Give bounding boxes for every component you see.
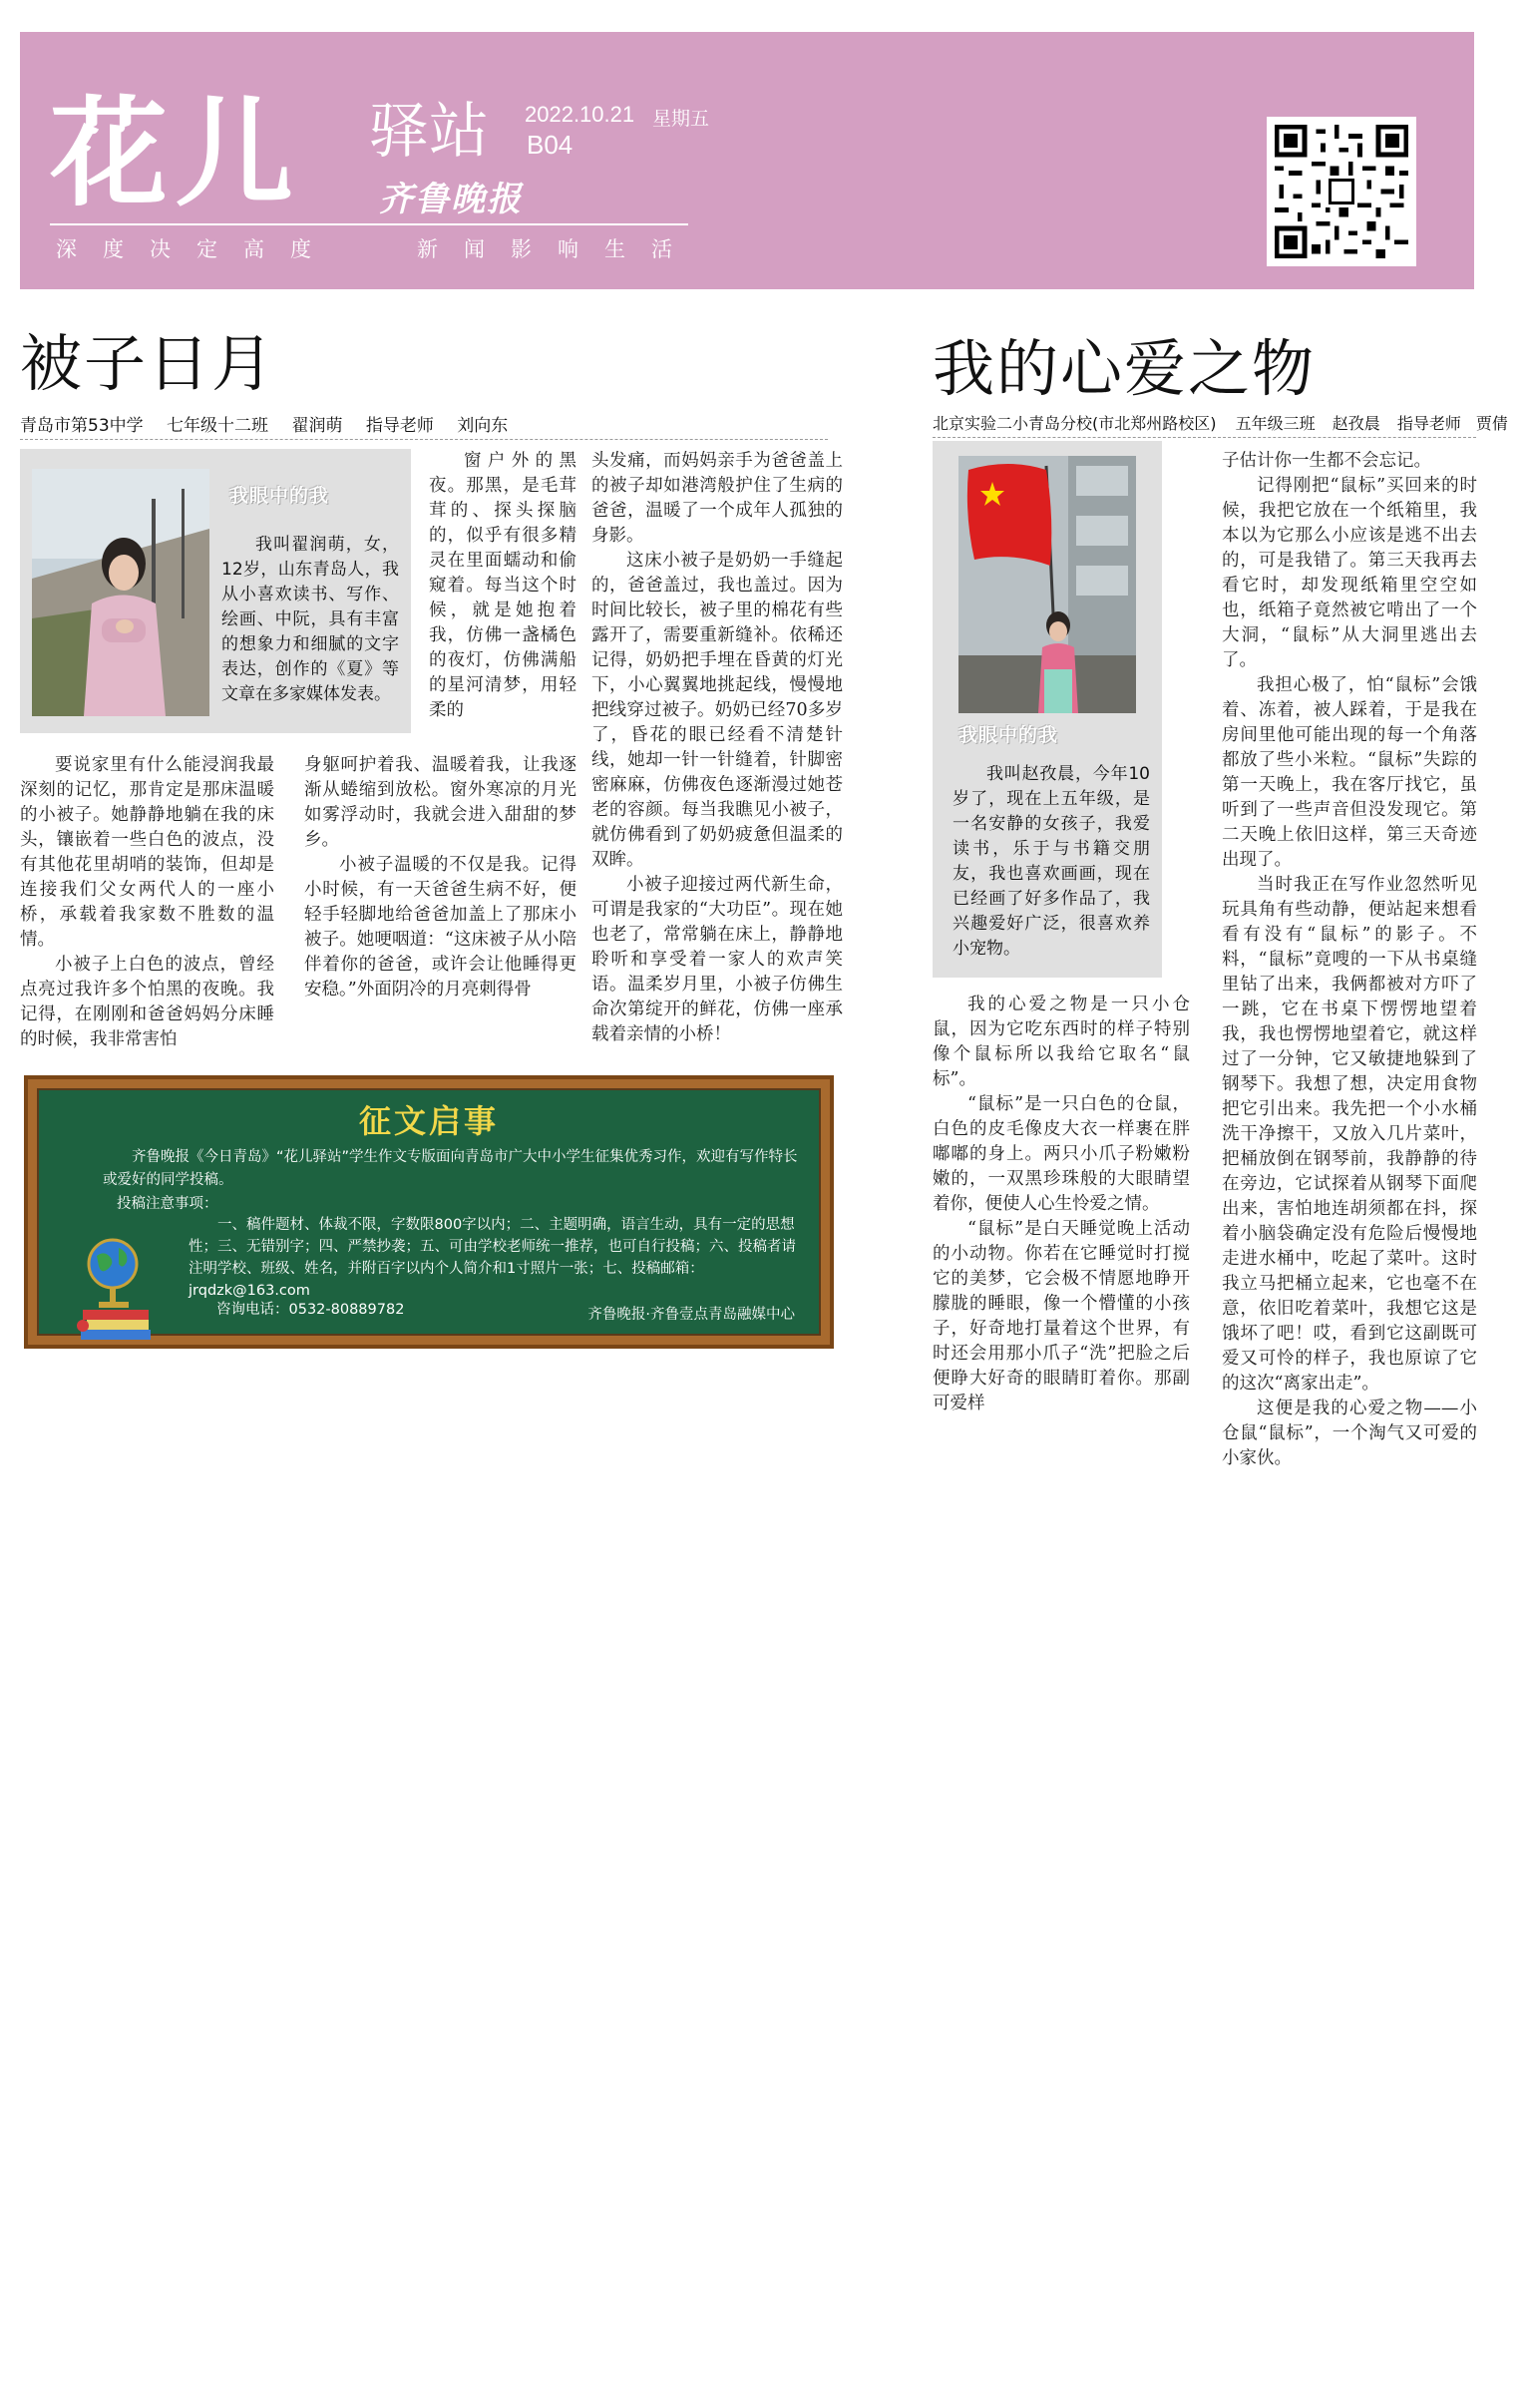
chalkboard xyxy=(37,1088,821,1336)
notice-contact-phone: 咨询电话：0532-80889782 xyxy=(216,1302,405,1318)
article1-col2-bottom xyxy=(304,753,576,1003)
article1-col1 xyxy=(20,753,274,1052)
notice-rules: 一、稿件题材、体裁不限，字数限800字以内；二、主题明确，语言生动，具有一定的思想性；三、无错别字；四、严禁抄袭；五、可由学校老师统一推荐，也可自行投稿；六、投稿者请注明学校、班级、姓名，并附百字以内个人简介和1寸照片一张；七、投稿邮箱：jrqdzk@163.com xyxy=(189,1217,796,1299)
article2-title: 我的心爱之物 xyxy=(933,332,1317,405)
logo-subtitle: 驿站 xyxy=(369,97,489,167)
author-photo xyxy=(32,469,209,716)
article2-col2-para5: 这便是我的心爱之物——小仓鼠“鼠标”，一个淘气又可爱的小家伙。 xyxy=(1222,1399,1477,1468)
slogan-left: 深度决定高度 xyxy=(56,237,337,261)
article2-profile-box xyxy=(933,441,1162,978)
article1-teacher: 刘向东 xyxy=(457,416,509,436)
notice-title: 征文启事 xyxy=(358,1102,499,1140)
article2-col2-para4: 当时我正在写作业忽然听见玩具角有些动静，便站起来想看看有没有“鼠标”的影子。不料，“鼠标”竟嗖的一下从书桌缝里钻了出来，我俩都被对方吓了一跳，它在书桌下愣愣地望着我，我也愣愣地望着它，就这样过了一分钟，它又敏捷地躲到了钢琴下。我想了想，决定用食物把它引出来。我先把一个小水桶洗干净擦干，又放入几片菜叶，把桶放倒在钢琴前，我静静的待在旁边，它试探着从钢琴下面爬出来，害怕地连胡须都在抖，探着小脑袋确定没有危险后慢慢地走进水桶中，吃起了菜叶。这时我立马把桶立起来，它也毫不在意，依旧吃着菜叶，我想它这是饿坏了吧！哎，看到它这副既可爱又可怜的样子，我也原谅了它的这次“离家出走”。 xyxy=(1222,875,1477,1394)
article2-col2 xyxy=(1222,449,1477,1471)
article2-profile-paragraph: 我叫赵孜晨，今年10岁了，现在上五年级，是一名安静的女孩子，我爱读书，乐于与书籍交朋友，我也喜欢画画，现在已经画了好多作品了，我兴趣爱好广泛，很喜欢养小宠物。 xyxy=(953,764,1150,959)
article1-col2-para3: 小被子温暖的不仅是我。记得小时候，有一天爸爸生病不好，便轻手轻脚地给爸爸加盖上了那床小被子。她哽咽道：“这床被子从小陪伴着你的爸爸，或许会让他睡得更安稳。”外面阴冷的月亮刺得骨 xyxy=(304,855,576,1000)
article1-byline xyxy=(20,411,828,440)
article2-teacher-label: 指导老师 xyxy=(1396,414,1461,433)
masthead-banner xyxy=(20,32,1474,289)
article1-title: 被子日月 xyxy=(20,327,276,400)
article1-col3 xyxy=(591,449,843,1047)
article2-author: 赵孜晨 xyxy=(1332,414,1380,433)
globe-books-icon xyxy=(75,1230,155,1342)
article1-col1-para2: 小被子上白色的波点，曾经点亮过我许多个怕黑的夜晚。我记得，在刚刚和爸爸妈妈分床睡的时候，我非常害怕 xyxy=(20,955,274,1049)
article1-col2-para1: 窗户外的黑夜。那黑，是毛茸茸的、探头探脑的，似乎有很多精灵在里面蠕动和偷窥着。每当这个时候，就是她抱着我，仿佛一盏橘色的夜灯，仿佛满船的星河清梦，用轻柔的 xyxy=(429,451,576,720)
article2-col2-para1: 子估计你一生都不会忘记。 xyxy=(1222,451,1431,471)
article2-col2-para2: 记得刚把“鼠标”买回来的时候，我把它放在一个纸箱里，我本以为它那么小应该是逃不出去的，可是我错了。第三天我再去看它时，却发现纸箱里空空如也，纸箱子竟然被它啃出了一个大洞，“鼠标”从大洞里逃出去了。 xyxy=(1222,476,1477,670)
article2-school: 北京实验二小青岛分校(市北郑州路校区) xyxy=(933,414,1217,433)
article1-col2-top xyxy=(429,449,576,723)
article1-profile-box xyxy=(20,449,411,733)
article2-col1-para3: “鼠标”是白天睡觉晚上活动的小动物。你若在它睡觉时打搅它的美梦，它会极不情愿地睁开朦胧的睡眼，像一个懵懂的小孩子，好奇地打量着这个世界，有时还会用那小爪子“洗”把脸之后便睁大好奇的眼睛盯着你。那副可爱样 xyxy=(933,1219,1190,1413)
article2-profile-text xyxy=(953,762,1150,962)
article2-col1 xyxy=(933,993,1190,1416)
article1-col3-para3: 小被子迎接过两代新生命，可谓是我家的“大功臣”。现在她也老了，常常躺在床上，静静地聆听和享受着一家人的欢声笑语。温柔岁月里，小被子仿佛生命次第绽开的鲜花，仿佛一座承载着亲情的小桥！ xyxy=(591,875,843,1044)
article1-col2-para2: 身躯呵护着我、温暖着我，让我逐渐从蜷缩到放松。窗外寒凉的月光如雾浮动时，我就会进入甜甜的梦乡。 xyxy=(304,755,576,850)
article1-col1-para1: 要说家里有什么能浸润我最深刻的记忆，那肯定是那床温暖的小被子。她静静地躺在我的床头，镶嵌着一些白色的波点，没有其他花里胡哨的装饰，但却是连接我们父女两代人的一座小桥，承载着我家数不胜数的温情。 xyxy=(20,755,274,950)
masthead-divider xyxy=(50,223,688,225)
article2-byline xyxy=(933,411,1508,438)
issue-date: 2022.10.21 xyxy=(525,102,635,127)
article2-class: 五年级三班 xyxy=(1235,414,1316,433)
author-photo-with-flag xyxy=(958,456,1136,713)
article1-author: 翟润萌 xyxy=(291,416,343,436)
article1-profile-text xyxy=(221,533,399,707)
article2-col1-para1: 我的心爱之物是一只小仓鼠，因为它吃东西时的样子特别像个鼠标所以我给它取名“鼠标”。 xyxy=(933,995,1190,1089)
article2-col1-para2: “鼠标”是一只白色的仓鼠，白色的皮毛像皮大衣一样裹在胖嘟嘟的身上。两只小爪子粉嫩粉嫩的，一双黑珍珠般的大眼睛望着你，便使人心生怜爱之情。 xyxy=(933,1094,1190,1214)
article1-profile-label: 我眼中的我 xyxy=(229,485,330,507)
issue-weekday: 星期五 xyxy=(652,108,710,130)
article2-teacher: 贾倩 xyxy=(1475,414,1508,433)
article1-col3-para1: 头发痛，而妈妈亲手为爸爸盖上的被子却如港湾般护住了生病的爸爸，温暖了一个成年人孤独的身影。 xyxy=(591,451,843,546)
article1-col3-para2: 这床小被子是奶奶一手缝起的，爸爸盖过，我也盖过。因为时间比较长，被子里的棉花有些露开了，需要重新缝补。依稀还记得，奶奶把手埋在昏黄的灯光下，小心翼翼地挑起线，慢慢地把线穿过被子。奶奶已经70多岁了，昏花的眼已经看不清楚针线，她却一针一针缝着，针脚密密麻麻，仿佛夜色逐渐漫过她苍老的容颜。每当我瞧见小被子，就仿佛看到了奶奶疲惫但温柔的双眸。 xyxy=(591,551,843,870)
page-number: B04 xyxy=(527,130,573,160)
slogan-right: 新闻影响生活 xyxy=(417,237,698,261)
article2-profile-label: 我眼中的我 xyxy=(958,724,1059,746)
article1-class: 七年级十二班 xyxy=(167,416,269,436)
qr-code-icon[interactable] xyxy=(1267,117,1416,266)
article1-school: 青岛市第53中学 xyxy=(20,416,144,436)
call-for-submissions-board xyxy=(24,1075,834,1349)
article1-teacher-label: 指导老师 xyxy=(365,416,434,436)
notice-rules-heading: 投稿注意事项： xyxy=(117,1196,218,1212)
notice-intro: 齐鲁晚报《今日青岛》“花儿驿站”学生作文专版面向青岛市广大中小学生征集优秀习作，欢迎有写作特长或爱好的同学投稿。 xyxy=(103,1149,798,1188)
article1-profile-paragraph: 我叫翟润萌，女，12岁，山东青岛人，我从小喜欢读书、写作、绘画、中阮，具有丰富的想象力和细腻的文字表达，创作的《夏》等文章在多家媒体发表。 xyxy=(221,535,399,704)
logo-title: 花儿 xyxy=(50,85,302,222)
newspaper-brand: 齐鲁晚报 xyxy=(379,180,523,219)
notice-signature: 齐鲁晚报·齐鲁壹点青岛融媒中心 xyxy=(587,1307,795,1323)
article2-col2-para3: 我担心极了，怕“鼠标”会饿着、冻着，被人踩着，于是我在房间里他可能出现的每一个角落都放了些小米粒。“鼠标”失踪的第一天晚上，我在客厅找它，虽听到了一些声音但没发现它。第二天晚上依旧这样，第三天奇迹出现了。 xyxy=(1222,675,1477,870)
